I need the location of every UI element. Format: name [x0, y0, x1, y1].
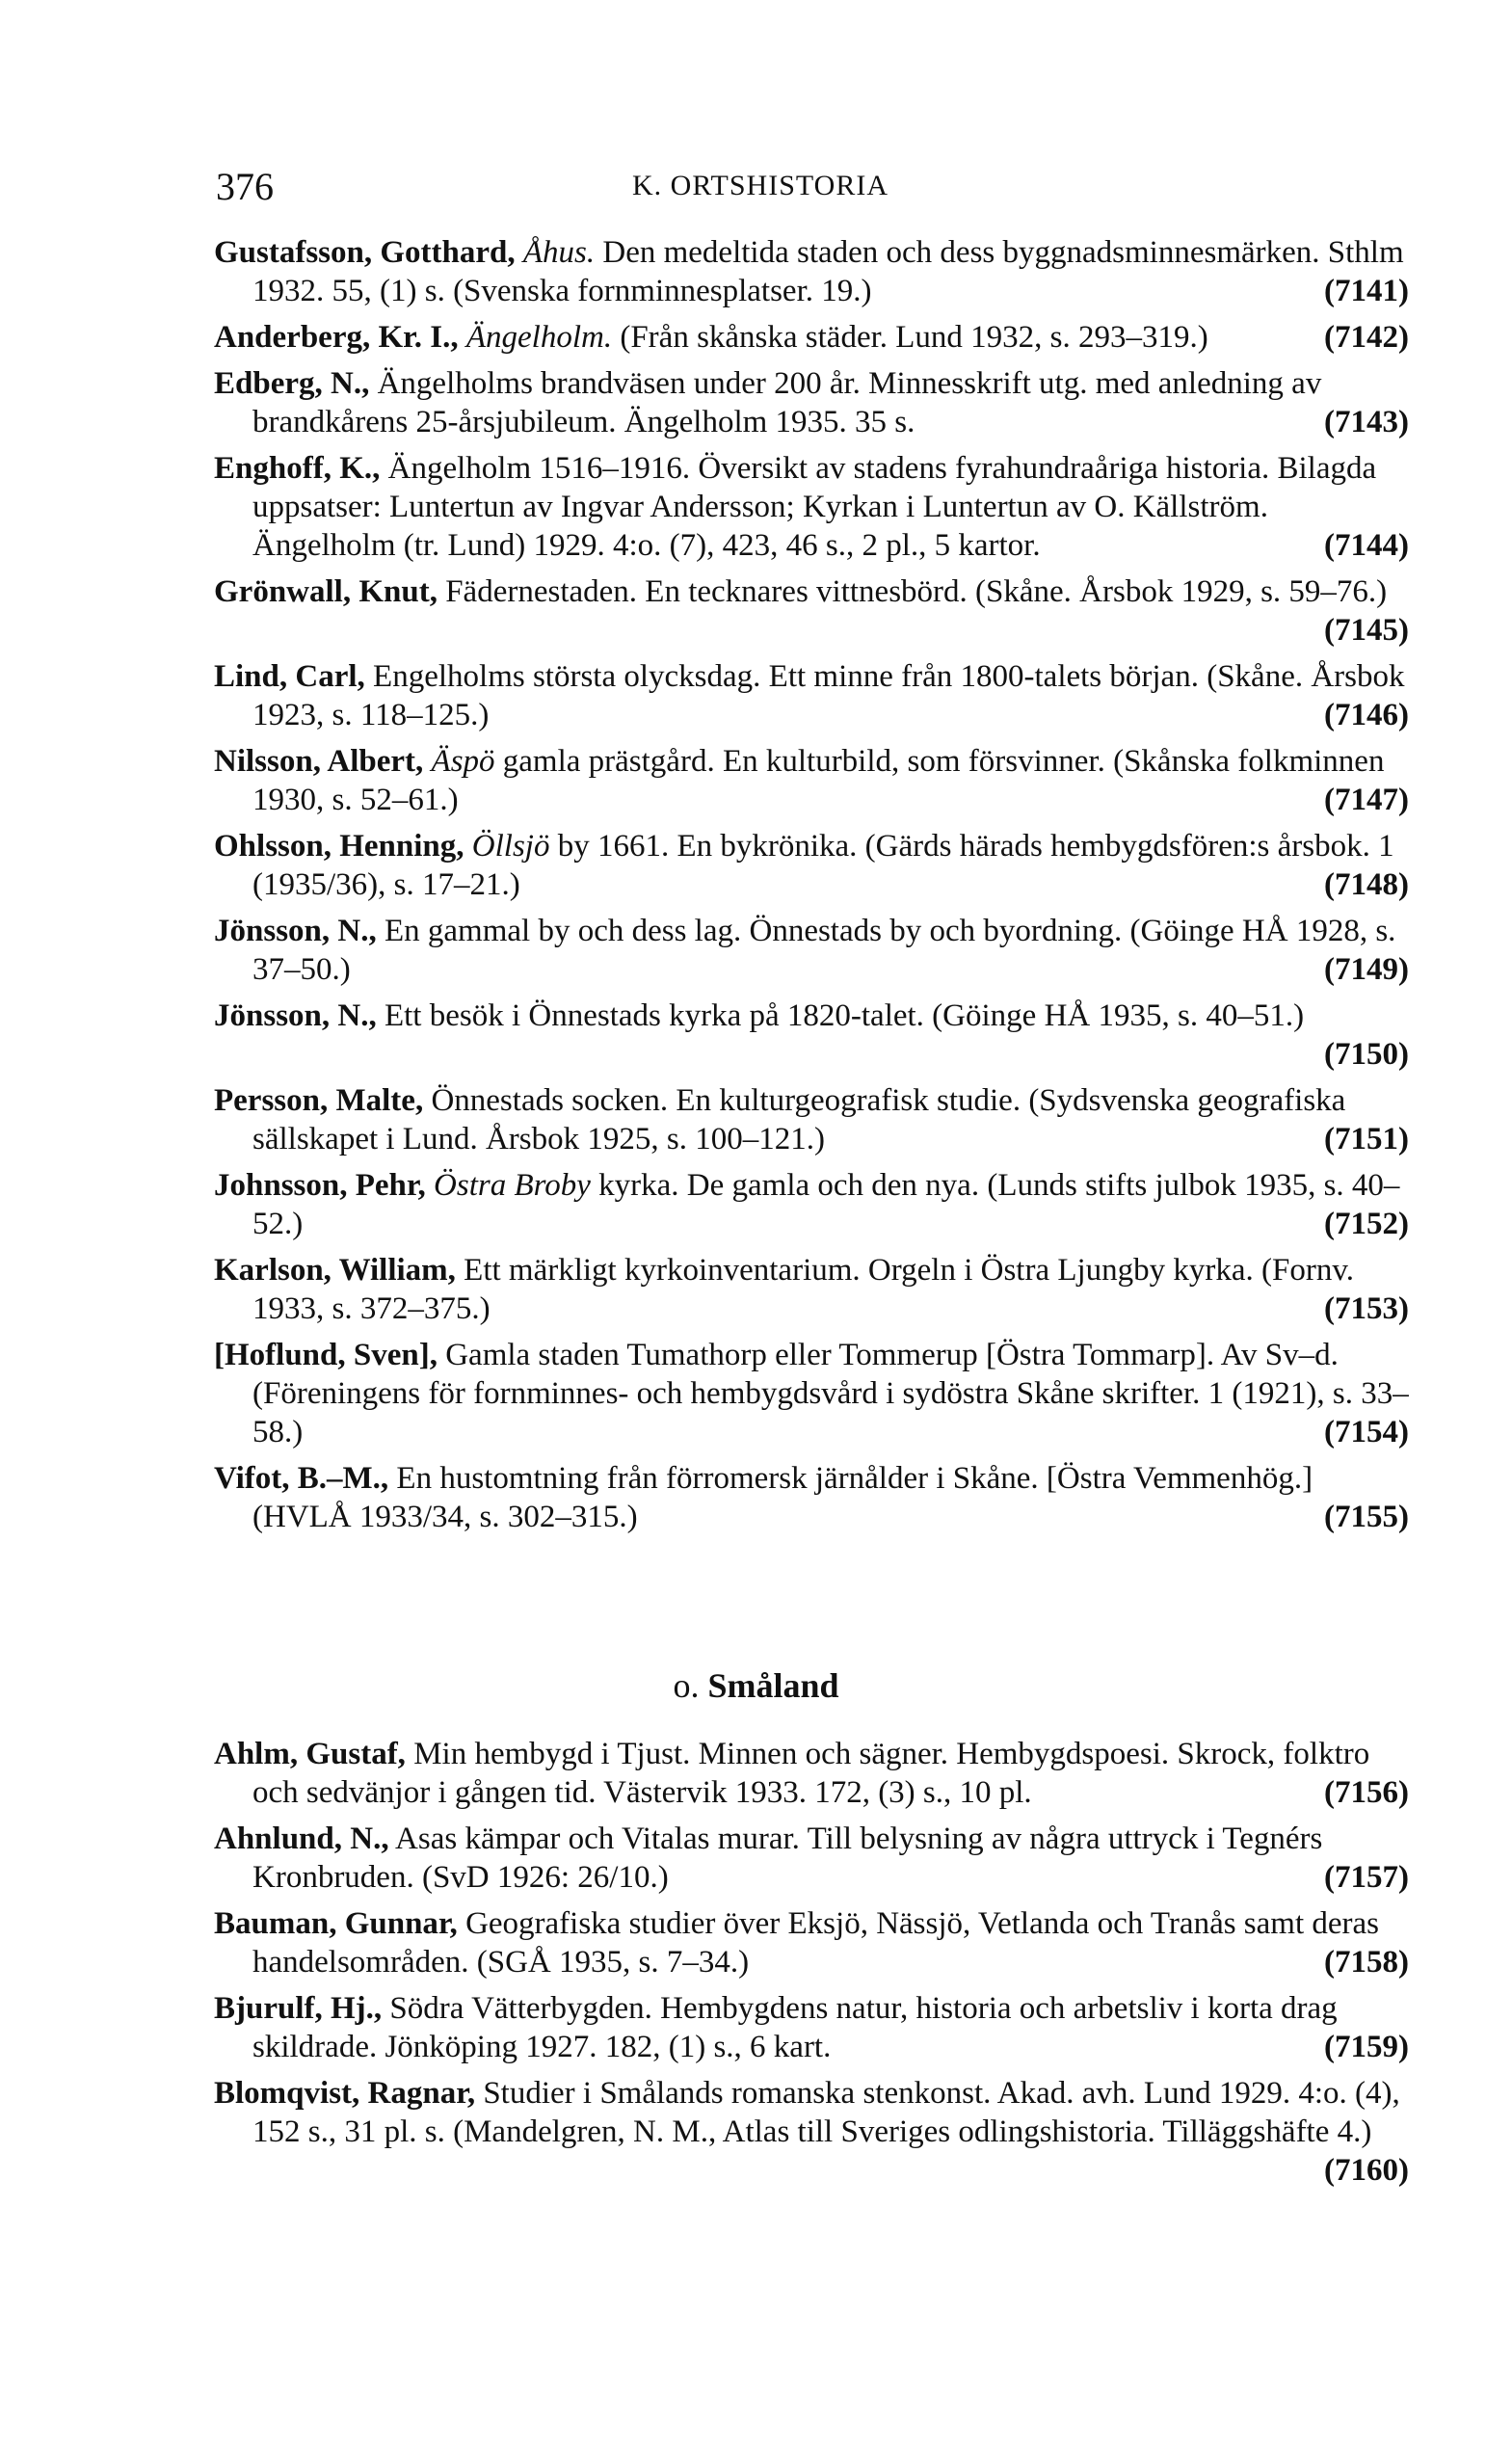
entry-number: (7145)	[1324, 613, 1409, 648]
bibliography-entry	[214, 1904, 1409, 1981]
entry-place: Öllsjö	[471, 829, 550, 864]
entry-text: Ett besök i Önnestads kyrka på 1820-talet. (Göinge HÅ 1935, s. 40–51.)	[384, 998, 1305, 1033]
bibliography-entry	[214, 827, 1409, 904]
entry-place: Östra Broby	[434, 1168, 591, 1203]
bibliography-entry	[214, 742, 1409, 819]
entry-number: (7160)	[1324, 2153, 1409, 2188]
entry-author: Nilsson, Albert,	[214, 744, 424, 779]
entry-author: Anderberg, Kr. I.,	[214, 320, 459, 355]
entry-text: En gammal by och dess lag. Önnestads by och byordning. (Göinge HÅ 1928, s. 37–50.)	[252, 914, 1396, 987]
entry-author: Edberg, N.,	[214, 366, 370, 401]
running-head: K. ORTSHISTORIA	[632, 170, 889, 201]
entry-number: (7141)	[1324, 274, 1409, 308]
entry-number: (7152)	[1324, 1207, 1409, 1241]
entry-text: Studier i Smålands romanska stenkonst. Akad. avh. Lund 1929. 4:o. (4), 152 s., 31 pl. s. (Mandelgren, N. M., Atlas till Sveriges odlingshistoria. Tilläggshäfte 4.)	[252, 2076, 1400, 2149]
section-title: Småland	[707, 1666, 839, 1705]
section-letter: o.	[673, 1666, 700, 1705]
entry-author: Johnsson, Pehr,	[214, 1168, 426, 1203]
entry-number: (7150)	[1324, 1037, 1409, 1072]
entry-author: Ahlm, Gustaf,	[214, 1737, 406, 1771]
entry-number: (7157)	[1324, 1860, 1409, 1895]
entry-text: Fädernestaden. En tecknares vittnesbörd. (Skåne. Årsbok 1929, s. 59–76.)	[445, 574, 1388, 609]
entry-text: En hustomtning från förromersk järnålder i Skåne. [Östra Vemmenhög.] (HVLÅ 1933/34, s. 302–315.)	[252, 1461, 1313, 1534]
entry-number: (7143)	[1324, 405, 1409, 439]
entry-text: gamla prästgård. En kulturbild, som försvinner. (Skånska folkminnen 1930, s. 52–61.)	[252, 744, 1385, 817]
entry-text: Engelholms största olycksdag. Ett minne från 1800-talets början. (Skåne. Årsbok 1923, s. 118–125.)	[252, 659, 1405, 732]
entry-place: Ängelholm.	[465, 320, 613, 355]
entry-text: (Från skånska städer. Lund 1932, s. 293–319.)	[620, 320, 1208, 355]
entry-text: Önnestads socken. En kulturgeografisk studie. (Sydsvenska geografiska sällskapet i Lund. Årsbok 1925, s. 100–121.)	[252, 1083, 1346, 1157]
bibliography-entry	[214, 572, 1409, 650]
entry-text: Asas kämpar och Vitalas murar. Till belysning av några uttryck i Tegnérs Kronbruden. (SvD 1926: 26/10.)	[252, 1821, 1323, 1895]
bibliography-entry	[214, 318, 1409, 357]
entry-author: Lind, Carl,	[214, 659, 365, 694]
bibliography-entry	[214, 449, 1409, 565]
entry-number: (7154)	[1324, 1415, 1409, 1449]
entry-author: Ohlsson, Henning,	[214, 829, 464, 864]
entry-number: (7148)	[1324, 867, 1409, 902]
entry-number: (7146)	[1324, 698, 1409, 732]
entry-text: Geografiska studier över Eksjö, Nässjö, Vetlanda och Tranås samt deras handelsområden. (SGÅ 1935, s. 7–34.)	[252, 1906, 1380, 1980]
bibliography-entry	[214, 997, 1409, 1074]
bibliography-entry	[214, 1251, 1409, 1328]
entry-text: Ett märkligt kyrkoinventarium. Orgeln i Östra Ljungby kyrka. (Fornv. 1933, s. 372–375.)	[252, 1253, 1354, 1326]
bibliography-entry	[214, 1336, 1409, 1451]
entry-number: (7142)	[1324, 320, 1409, 355]
entry-number: (7151)	[1324, 1122, 1409, 1157]
entry-number: (7153)	[1324, 1291, 1409, 1326]
bibliography-list-skane	[214, 233, 1409, 1544]
entry-place: Äspö	[431, 744, 495, 779]
entry-author: Bauman, Gunnar,	[214, 1906, 458, 1941]
entry-author: Karlson, William,	[214, 1253, 456, 1288]
entry-text: kyrka. De gamla och den nya. (Lunds stifts julbok 1935, s. 40–52.)	[252, 1168, 1400, 1241]
entry-text: Den medeltida staden och dess byggnadsminnesmärken. Sthlm 1932. 55, (1) s. (Svenska fornminnesplatser. 19.)	[252, 235, 1404, 308]
entry-text: Södra Vätterbygden. Hembygdens natur, historia och arbetsliv i korta drag skildrade. Jönköping 1927. 182, (1) s., 6 kart.	[252, 1991, 1338, 2064]
entry-text: Ängelholm 1516–1916. Översikt av stadens fyrahundraåriga historia. Bilagda uppsatser: Luntertun av Ingvar Andersson; Kyrkan i Luntertun av O. Källström. Ängelholm (tr. Lund) 1929. 4:o. (7), 423, 46 s., 2 pl., 5 kartor.	[252, 451, 1377, 563]
bibliography-entry	[214, 233, 1409, 310]
entry-author: Vifot, B.–M.,	[214, 1461, 389, 1496]
entry-author: Gustafsson, Gotthard,	[214, 235, 516, 270]
entry-author: [Hoflund, Sven],	[214, 1338, 438, 1372]
entry-place: Åhus.	[522, 235, 596, 270]
entry-author: Blomqvist, Ragnar,	[214, 2076, 476, 2111]
entry-text: Ängelholms brandväsen under 200 år. Minnesskrift utg. med anledning av brandkårens 25-årsjubileum. Ängelholm 1935. 35 s.	[252, 366, 1322, 439]
entry-author: Ahnlund, N.,	[214, 1821, 389, 1856]
entry-text: Min hembygd i Tjust. Minnen och sägner. Hembygdspoesi. Skrock, folktro och sedvänjor i gången tid. Västervik 1933. 172, (3) s., 10 pl.	[252, 1737, 1370, 1810]
entry-author: Persson, Malte,	[214, 1083, 424, 1118]
bibliography-entry	[214, 364, 1409, 441]
entry-number: (7159)	[1324, 2030, 1409, 2064]
entry-author: Jönsson, N.,	[214, 998, 377, 1033]
entry-text: Gamla staden Tumathorp eller Tommerup [Östra Tommarp]. Av Sv–d. (Föreningens för fornminnes- och hembygdsvård i sydöstra Skåne skrifter. 1 (1921), s. 33–58.)	[252, 1338, 1409, 1449]
bibliography-entry	[214, 1989, 1409, 2066]
entry-number: (7158)	[1324, 1945, 1409, 1980]
bibliography-entry	[214, 1820, 1409, 1897]
bibliography-entry	[214, 657, 1409, 734]
entry-author: Jönsson, N.,	[214, 914, 377, 948]
bibliography-entry	[214, 1735, 1409, 1812]
bibliography-entry	[214, 2074, 1409, 2190]
bibliography-entry	[214, 1166, 1409, 1243]
entry-number: (7156)	[1324, 1775, 1409, 1810]
page-header	[216, 164, 1411, 212]
entry-number: (7147)	[1324, 783, 1409, 817]
bibliography-list-smaland	[214, 1735, 1409, 2197]
bibliography-entry	[214, 1081, 1409, 1158]
page-number: 376	[216, 165, 274, 208]
bibliography-entry	[214, 1459, 1409, 1536]
bibliography-entry	[214, 912, 1409, 989]
entry-author: Enghoff, K.,	[214, 451, 381, 486]
entry-number: (7149)	[1324, 952, 1409, 987]
entry-author: Grönwall, Knut,	[214, 574, 438, 609]
entry-number: (7144)	[1324, 528, 1409, 563]
entry-author: Bjurulf, Hj.,	[214, 1991, 383, 2026]
section-heading	[0, 1665, 1512, 1706]
entry-text: by 1661. En bykrönika. (Gärds härads hembygdsfören:s årsbok. 1 (1935/36), s. 17–21.)	[252, 829, 1394, 902]
entry-number: (7155)	[1324, 1500, 1409, 1534]
